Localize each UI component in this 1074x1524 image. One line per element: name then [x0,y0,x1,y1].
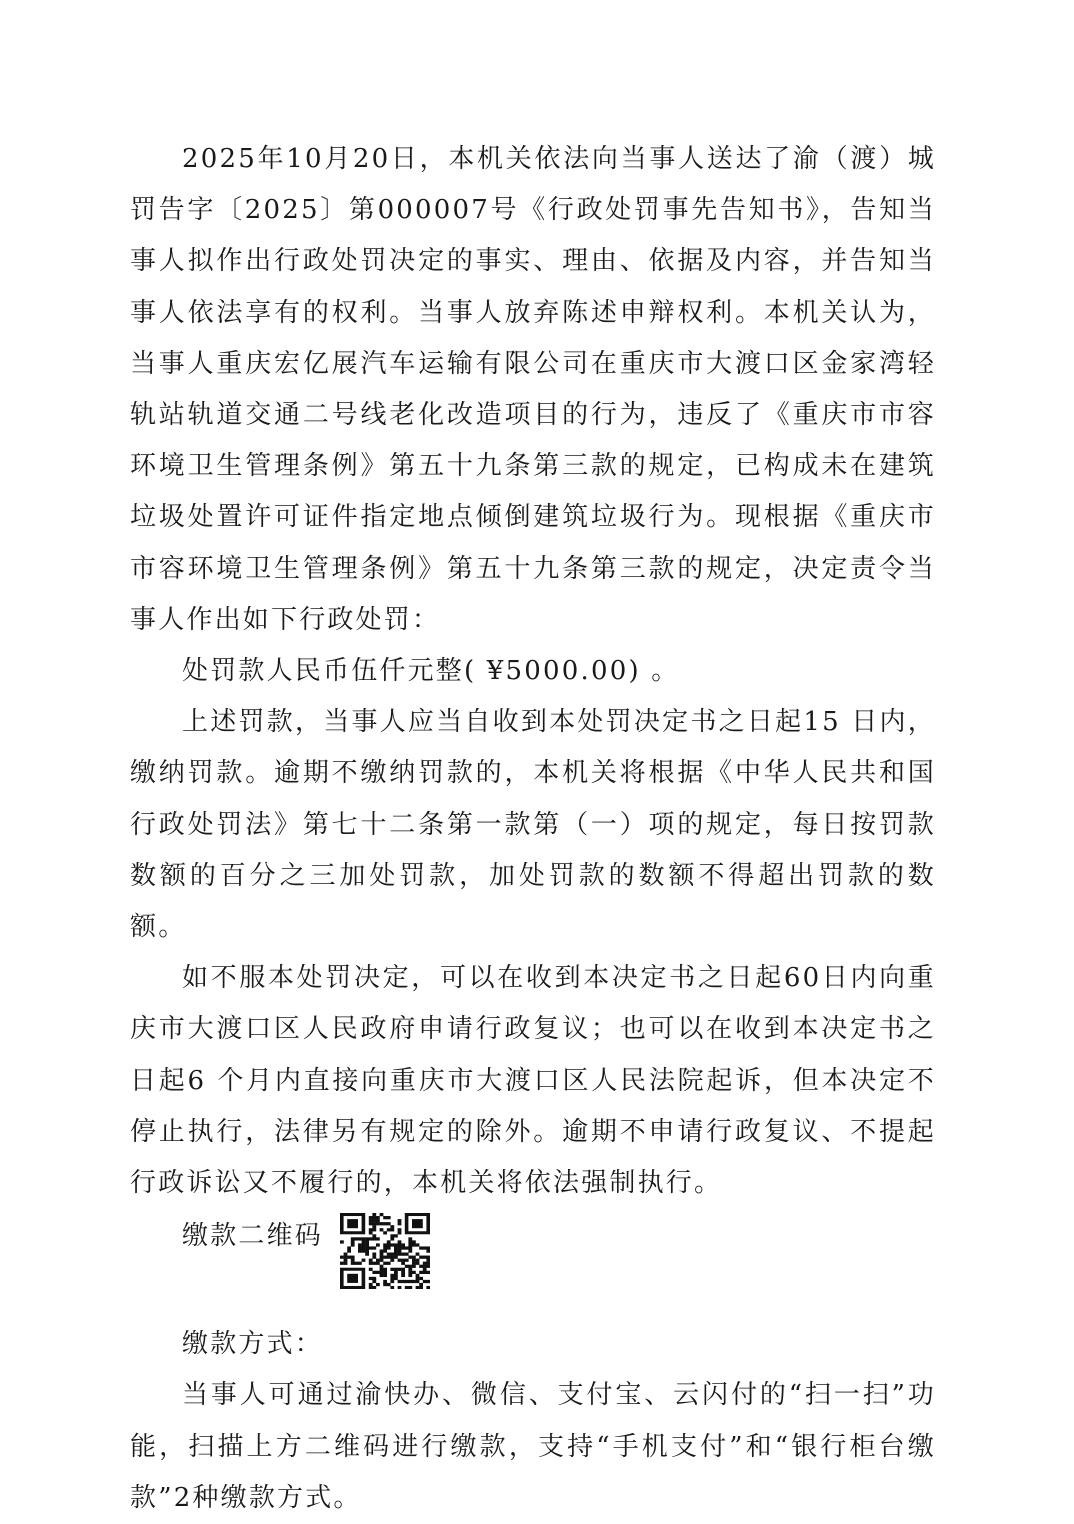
qr-label: 缴款二维码 [182,1221,324,1252]
paragraph-appeal-rights: 如不服本处罚决定，可以在收到本决定书之日起60日内向重庆市大渡口区人民政府申请行政复议；也可以在收到本决定书之日起6 个月内直接向重庆市大渡口区人民法院起诉，但本决定不停止执行，法律另有规定的除外。逾期不申请行政复议、不提起行政诉讼又不履行的，本机关将依法强制执行。 [130,963,936,1199]
paragraph-decision-facts: 2025年10月20日，本机关依法向当事人送达了渝（渡）城罚告字〔2025〕第000007号《行政处罚事先告知书》，告知当事人拟作出行政处罚决定的事实、理由、依据及内容，并告知当事人依法享有的权利。当事人放弃陈述申辩权利。本机关认为，当事人重庆宏亿展汽车运输有限公司在重庆市大渡口区金家湾轻轨站轨道交通二号线老化改造项目的行为，违反了《重庆市市容环境卫生管理条例》第五十九条第三款的规定，已构成未在建筑垃圾处置许可证件指定地点倾倒建筑垃圾行为。现根据《重庆市市容环境卫生管理条例》第五十九条第三款的规定，决定责令当事人作出如下行政处罚： [130,144,936,635]
qr-section [130,1213,936,1313]
paragraph-fine-amount: 处罚款人民币伍仟元整( ¥5000.00) 。 [182,656,680,687]
qr-code-icon[interactable] [340,1213,430,1289]
document-body [130,134,936,1524]
paragraph-payment-deadline: 上述罚款，当事人应当自收到本处罚决定书之日起15 日内，缴纳罚款。逾期不缴纳罚款的，本机关将根据《中华人民共和国行政处罚法》第七十二条第一款第（一）项的规定，每日按罚款数额的百分之三加处罚款，加处罚款的数额不得超出罚款的数额。 [130,707,936,943]
payment-heading: 缴款方式： [182,1329,324,1360]
payment-instructions: 当事人可通过渝快办、微信、支付宝、云闪付的“扫一扫”功能，扫描上方二维码进行缴款，支持“手机支付”和“银行柜台缴款”2种缴款方式。 [130,1380,936,1513]
